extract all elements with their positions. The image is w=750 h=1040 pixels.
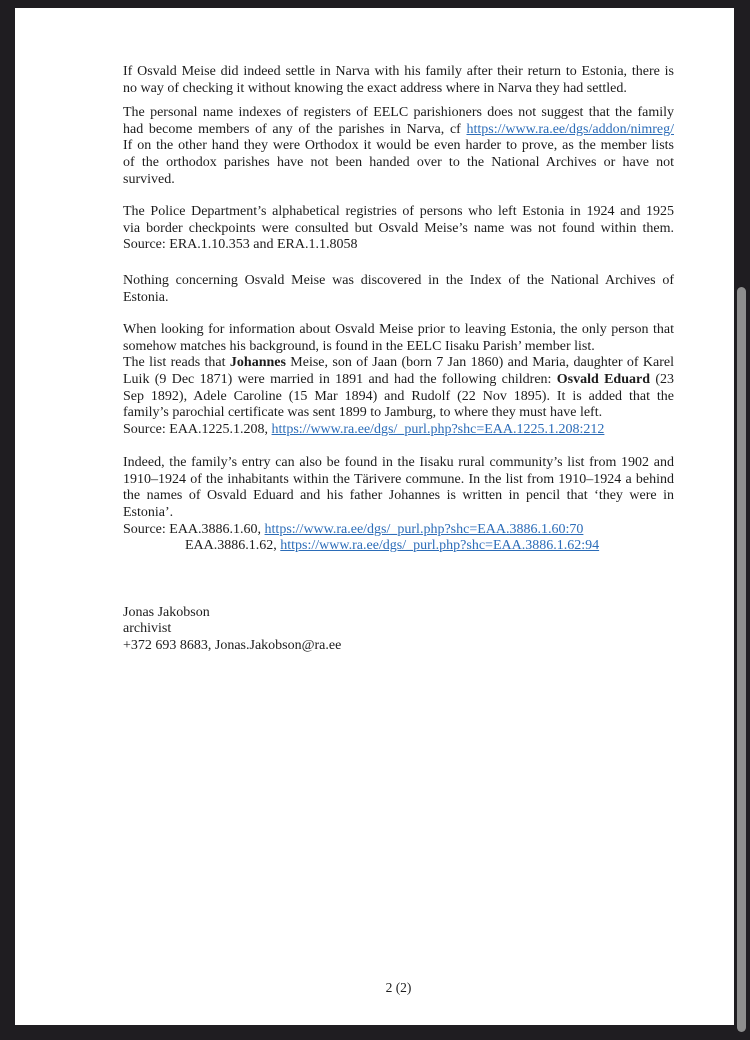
text-line [123, 237, 674, 254]
text-run: +372 693 8683, Jonas.Jakobson@ra.ee [123, 638, 342, 654]
text-line [123, 488, 674, 505]
text-run: Sep 1892), Adele Caroline (15 Mar 1894) and Rudolf (22 Nov 1895). It is added that the [123, 388, 674, 404]
text-run: Source: ERA.1.10.353 and ERA.1.1.8058 [123, 237, 358, 253]
text-run: archivist [123, 621, 172, 637]
text-run: The list reads that [123, 355, 230, 371]
text-run: Luik (9 Dec 1871) were married in 1891 and had the following children: [123, 371, 557, 387]
text-run: no way of checking it without knowing the exact address where in Narva they had settled. [123, 80, 627, 96]
text-run: The personal name indexes of registers of EELC parishioners does not suggest that the family [123, 105, 674, 121]
text-line [123, 638, 674, 655]
paragraph-eelc-registers [123, 105, 674, 188]
document-content [123, 64, 674, 655]
hyperlink[interactable]: https://www.ra.ee/dgs/_purl.php?shc=EAA.3886.1.60:70 [264, 521, 584, 537]
bold-text: Johannes [229, 355, 286, 371]
text-run: If Osvald Meise did indeed settle in Narva with his family after their return to Estonia, there is [123, 64, 674, 79]
text-run: survived. [123, 171, 175, 187]
text-run: Nothing concerning Osvald Meise was discovered in the Index of the National Archives of [123, 272, 674, 288]
paragraph-narva-settlement [123, 64, 674, 97]
text-run: Estonia’. [123, 505, 174, 521]
text-run: Estonia. [123, 289, 169, 305]
bold-text: Osvald Eduard [556, 371, 651, 387]
text-line [123, 389, 674, 406]
text-run: The Police Department’s alphabetical registries of persons who left Estonia in 1924 and 1925 [123, 204, 674, 220]
text-run: had become members of any of the parishes in Narva, cf [123, 121, 467, 137]
text-run: When looking for information about Osvald Meise prior to leaving Estonia, the only person that [123, 322, 674, 338]
text-line [123, 339, 674, 356]
text-run: Source: EAA.3886.1.60, [123, 521, 265, 537]
text-run: EAA.3886.1.62, [185, 538, 281, 554]
text-line [123, 405, 674, 422]
text-run: Jonas Jakobson [123, 604, 210, 620]
text-line [123, 155, 674, 172]
text-line [123, 122, 674, 139]
paragraph-police-registries [123, 204, 674, 254]
text-line [123, 221, 674, 238]
page-number: 2 (2) [385, 980, 412, 995]
text-run: of the orthodox parishes have not been handed over to the National Archives or have not [123, 154, 674, 170]
text-run: family’s parochial certificate was sent 1899 to Jamburg, to where they must have left. [123, 405, 603, 421]
paragraph-archives-index [123, 273, 674, 306]
hyperlink[interactable]: https://www.ra.ee/dgs/_purl.php?shc=EAA.3886.1.62:94 [280, 538, 600, 554]
text-line [123, 505, 674, 522]
text-line [123, 64, 674, 81]
text-run: somehow matches his background, is found in the EELC Iisaku Parish’ member list. [123, 338, 595, 354]
paragraph-iisaku-parish [123, 322, 674, 438]
hyperlink[interactable]: https://www.ra.ee/dgs/_purl.php?shc=EAA.1225.1.208:212 [271, 421, 605, 437]
scrollbar-thumb[interactable] [737, 287, 746, 1032]
text-line [123, 138, 674, 155]
text-line [123, 105, 674, 122]
text-line [123, 372, 674, 389]
signature-block [123, 605, 674, 655]
text-line [123, 621, 674, 638]
text-run: 1910–1924 of the inhabitants within the Tärivere commune. In the list from 1910–1924 a behind [123, 471, 674, 487]
text-line [123, 81, 674, 98]
text-line [123, 472, 674, 489]
text-run: Indeed, the family’s entry can also be found in the Iisaku rural community’s list from 1902 and [123, 455, 674, 471]
text-line [123, 422, 674, 439]
text-line [123, 322, 674, 339]
text-line [123, 522, 674, 539]
text-line [123, 172, 674, 189]
text-run: Meise, son of Jaan (born 7 Jan 1860) and Maria, daughter of Karel [285, 355, 674, 371]
text-line [123, 290, 674, 307]
text-line [123, 204, 674, 221]
text-run: If on the other hand they were Orthodox it would be even harder to prove, as the member lists [123, 138, 674, 154]
paragraph-rural-community-list [123, 455, 674, 555]
text-run: via border checkpoints were consulted but Osvald Meise’s name was not found within them. [123, 220, 674, 236]
document-page [15, 8, 734, 1025]
text-run: the names of Osvald Eduard and his father Johannes is written in pencil that ‘they were in [123, 488, 674, 504]
text-line [123, 455, 674, 472]
text-run: Source: EAA.1225.1.208, [123, 421, 272, 437]
text-line [123, 538, 674, 555]
hyperlink[interactable]: https://www.ra.ee/dgs/addon/nimreg/ [466, 121, 674, 137]
text-line [123, 605, 674, 622]
text-line [123, 355, 674, 372]
text-line [123, 273, 674, 290]
text-run: (23 [650, 371, 674, 387]
